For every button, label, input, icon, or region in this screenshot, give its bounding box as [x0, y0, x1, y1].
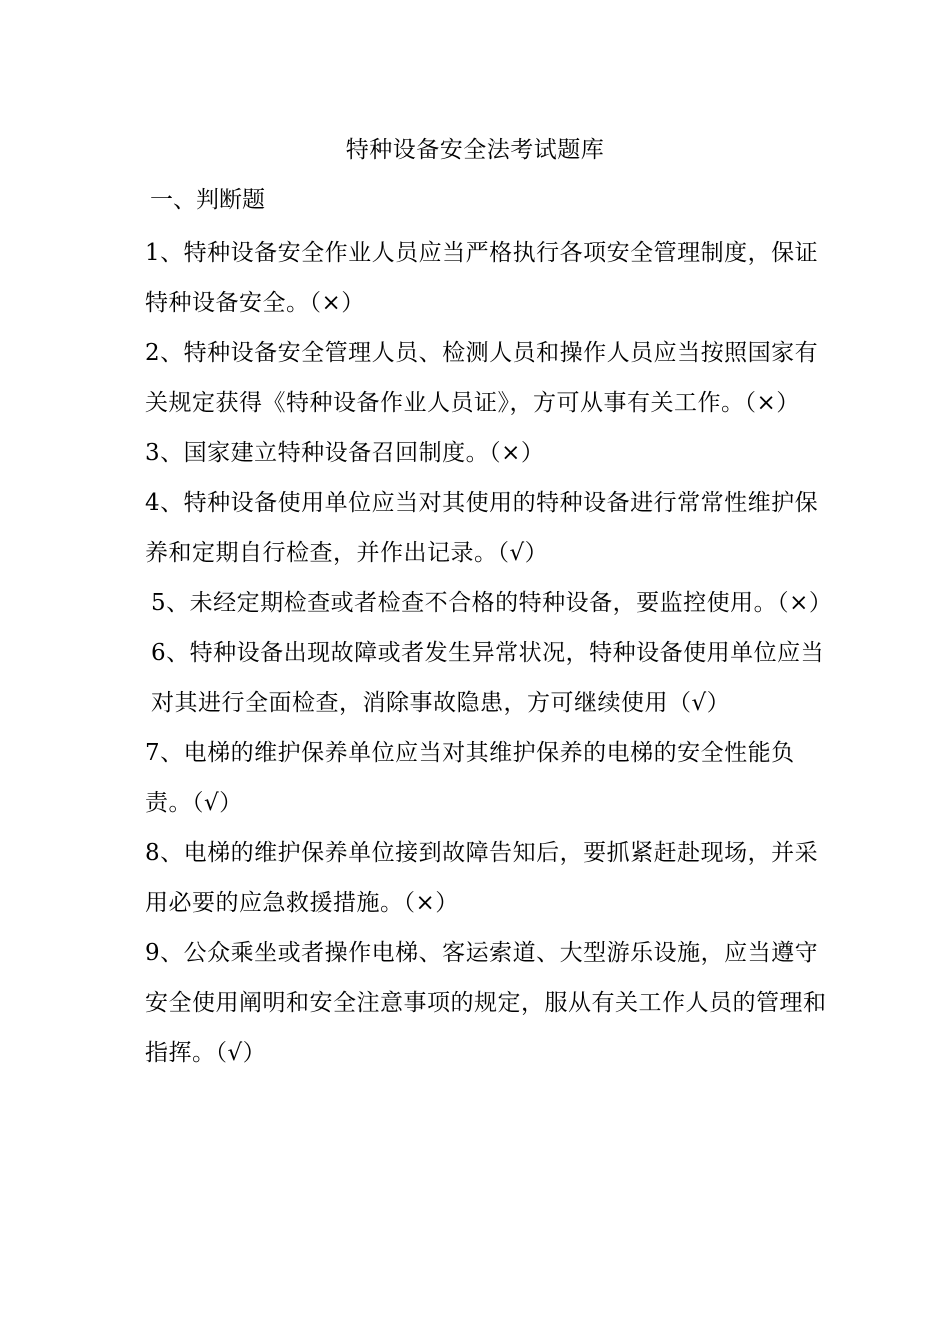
document-title: 特种设备安全法考试题库 — [345, 137, 605, 163]
question-item: 7、电梯的维护保养单位应当对其维护保养的电梯的安全性能负责。（√） — [145, 740, 795, 816]
question-item: 1、特种设备安全作业人员应当严格执行各项安全管理制度，保证特种设备安全。（×） — [145, 240, 819, 316]
section-heading: 一、判断题 — [150, 187, 265, 213]
question-item: 3、国家建立特种设备召回制度。（×） — [145, 440, 545, 466]
question-list — [145, 228, 835, 1078]
question-item: 8、电梯的维护保养单位接到故障告知后，要抓紧赶赴现场，并采用必要的应急救援措施。（×） — [145, 840, 819, 916]
question-item: 4、特种设备使用单位应当对其使用的特种设备进行常常性维护保养和定期自行检查，并作出记录。（√） — [145, 490, 819, 566]
question-item: 2、特种设备安全管理人员、检测人员和操作人员应当按照国家有关规定获得《特种设备作业人员证》，方可从事有关工作。（×） — [145, 340, 819, 416]
question-item: 5、未经定期检查或者检查不合格的特种设备，要监控使用。（×） — [151, 590, 833, 616]
question-item: 9、公众乘坐或者操作电梯、客运索道、大型游乐设施，应当遵守安全使用阐明和安全注意事项的规定，服从有关工作人员的管理和指挥。（√） — [145, 940, 827, 1066]
question-item: 6、特种设备出现故障或者发生异常状况，特种设备使用单位应当对其进行全面检查，消除事故隐患，方可继续使用（√） — [151, 640, 825, 716]
